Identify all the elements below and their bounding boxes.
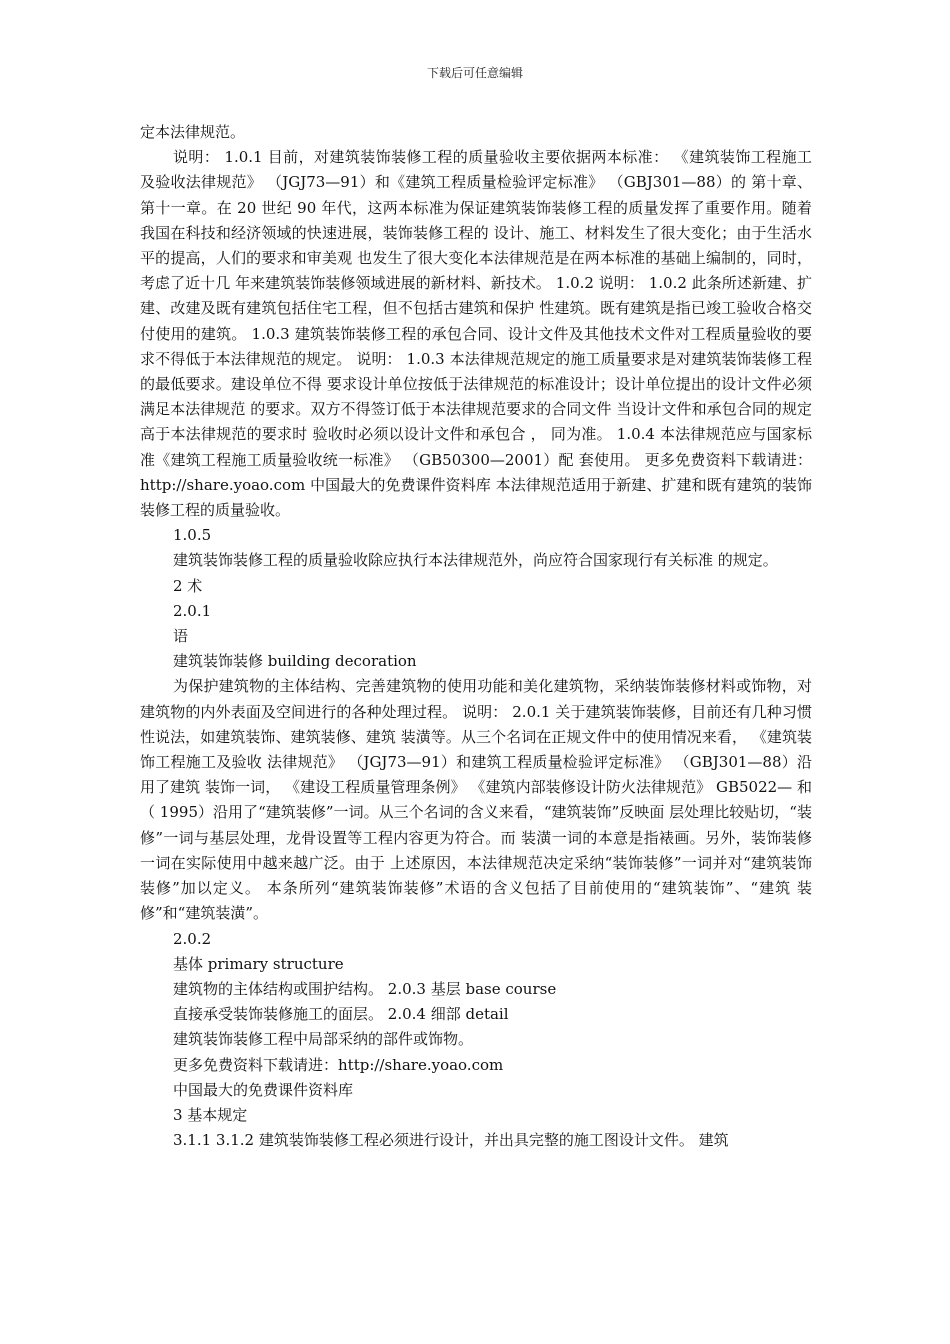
text-line: 建筑装饰装修工程中局部采纳的部件或饰物。 xyxy=(173,1030,474,1049)
chapter-heading: 3 基本规定 xyxy=(173,1105,248,1124)
section-number: 2.0.1 xyxy=(173,601,212,620)
document-body xyxy=(140,120,812,1153)
text-line: 建筑物的主体结构或围护结构。 2.0.3 基层 base course xyxy=(173,979,557,998)
term-entry: 基体 primary structure xyxy=(173,954,344,973)
page-header: 下载后可任意编辑 xyxy=(426,66,523,80)
paragraph: 建筑装饰装修工程的质量验收除应执行本法律规范外，尚应符合国家现行有关标准 的规定。 xyxy=(173,551,778,570)
term-entry: 建筑装饰装修 building decoration xyxy=(173,652,417,671)
section-number: 1.0.5 xyxy=(173,526,212,545)
paragraph: 定本法律规范。 xyxy=(140,123,246,141)
text-line: 3.1.1 3.1.2 建筑装饰装修工程必须进行设计，并出具完整的施工图设计文件。 建筑 xyxy=(173,1131,729,1150)
text-line: 中国最大的免费课件资料库 xyxy=(173,1080,354,1099)
section-number: 2.0.2 xyxy=(173,929,212,948)
text-line: 更多免费资料下载请进：http://share.yoao.com xyxy=(173,1055,504,1074)
paragraph: 说明： 1.0.1 目前，对建筑装饰装修工程的质量验收主要依据两本标准： 《建筑装饰工程施工 及验收法律规范》 （JGJ73—91）和《建筑工程质量检验评定标准》 （GBJ301—88）的 第十章、第十一章。在 20 世纪 90 年代，这两本标准为保证建筑装饰装修工程的质量发挥了重要作用。随着我国在科技和经济领域的快速进展，装饰装修工程的 设计、施工、材料发生了很大变化；由于生活水平的提高，人们的要求和审美观 也发生了很大变化本法律规范是在两本标准的基础上编制的，同时，考虑了近十几 年来建筑装饰装修领域进展的新材料、新技术。 1.0.2 说明： 1.0.2 此条所述新建、扩建、改建及既有建筑包括住宅工程，但不包括古建筑和保护 性建筑。既有建筑是指已竣工验收合格交付使用的建筑。 1.0.3 建筑装饰装修工程的承包合同、设计文件及其他技术文件对工程质量验收的要 求不得低于本法律规范的规定。 说明： 1.0.3 本法律规范规定的施工质量要求是对建筑装饰装修工程的最低要求。建设单位不得 要求设计单位按低于法律规范的标准设计；设计单位提出的设计文件必须满足本法律规范 的要求。双方不得签订低于本法律规范要求的合同文件 当设计文件和承包合同的规定高于本法律规范的要求时 验收时必须以设计文件和承包合 ， 同为准。 1.0.4 本法律规范应与国家标准《建筑工程施工质量验收统一标准》 （GB50300—2001）配 套使用。 更多免费资料下载请进：http://share.yoao.com 中国最大的免费课件资料库 本法律规范适用于新建、扩建和既有建筑的装饰装修工程的质量验收。 xyxy=(140,148,812,520)
paragraph: 为保护建筑物的主体结构、完善建筑物的使用功能和美化建筑物，采纳装饰装修材料或饰物，对建筑物的内外表面及空间进行的各种处理过程。 说明： 2.0.1 关于建筑装饰装修，目前还有几种习惯性说法，如建筑装饰、建筑装修、建筑 装潢等。从三个名词在正规文件中的使用情况来看， 《建筑装饰工程施工及验收 法律规范》 （JGJ73—91）和建筑工程质量检验评定标准》 （GBJ301—88）沿用了建筑 装饰一词， 《建设工程质量管理条例》 《建筑内部装修设计防火法律规范》 GB5022— 和 （ 1995）沿用了“建筑装修”一词。从三个名词的含义来看，“建筑装饰”反映面 层处理比较贴切，“装修”一词与基层处理，龙骨设置等工程内容更为符合。而 装潢一词的本意是指裱画。另外，装饰装修一词在实际使用中越来越广泛。由于 上述原因，本法律规范决定采纳“装饰装修”一词并对“建筑装饰装修”加以定义。 本条所列“建筑装饰装修”术语的含义包括了目前使用的“建筑装饰”、“建筑 装修”和“建筑装潢”。 xyxy=(140,677,812,923)
text-line: 直接承受装饰装修施工的面层。 2.0.4 细部 detail xyxy=(173,1005,509,1024)
chapter-heading-continuation: 语 xyxy=(173,627,189,646)
chapter-heading: 2 术 xyxy=(173,576,203,595)
